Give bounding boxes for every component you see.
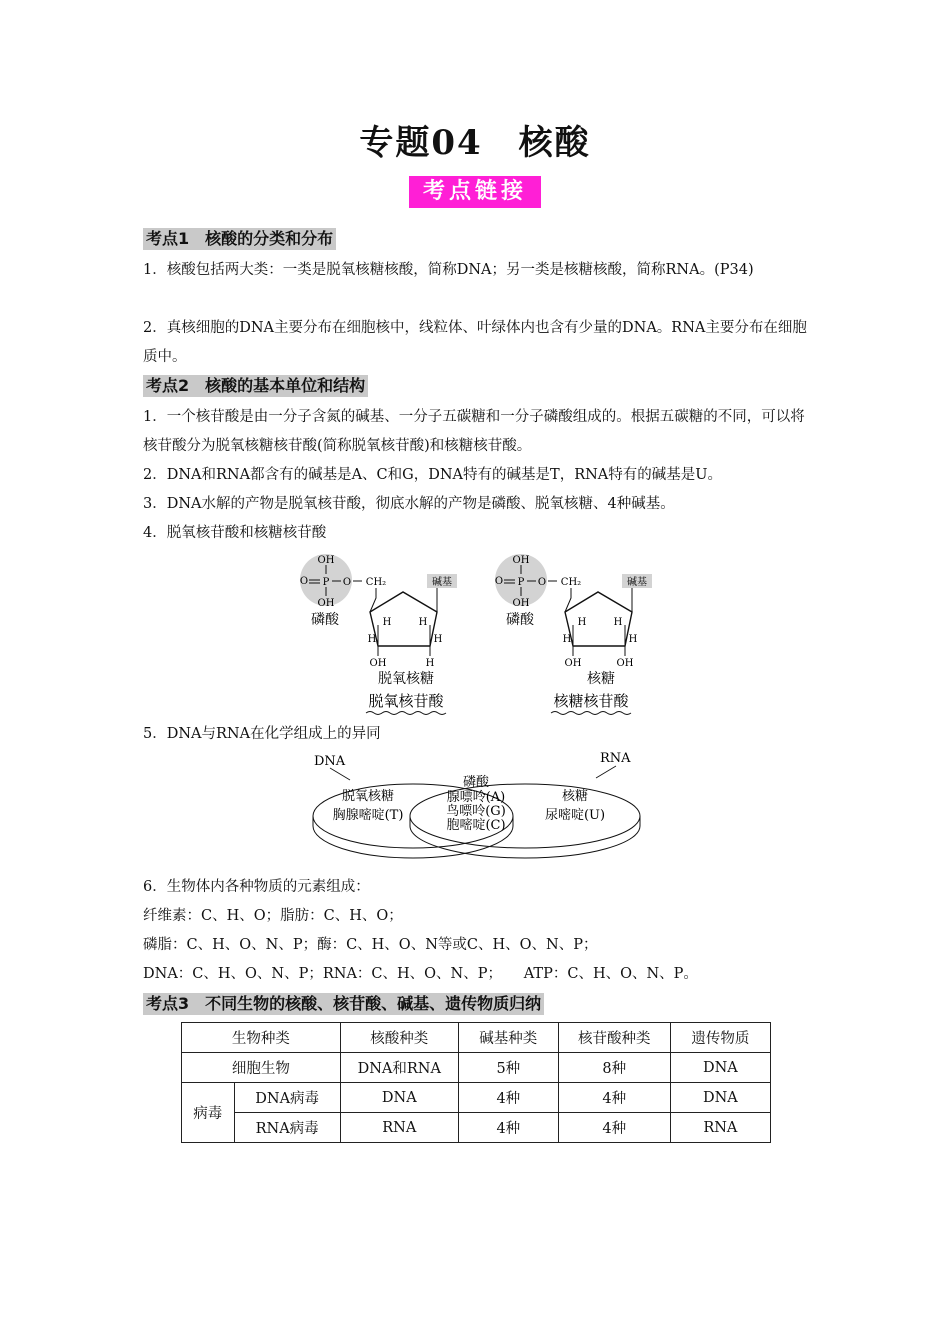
- phosphate-oh-bottom: OH: [317, 598, 335, 609]
- table-cell: 4种: [458, 1113, 558, 1143]
- page-title: 专题04 核酸: [359, 123, 591, 163]
- table-cell: 5种: [458, 1053, 558, 1083]
- phosphate-label: 磷酸: [506, 612, 534, 628]
- table-cell: DNA: [670, 1083, 770, 1113]
- table-header-row: [182, 1023, 771, 1053]
- paragraph-1-2: 2．真核细胞的DNA主要分布在细胞核中，线粒体、叶绿体内也含有少量的DNA。RNA主要分布在细胞质中。: [143, 320, 807, 365]
- venn-diagram: [300, 748, 650, 860]
- ch2-label: CH₂: [560, 577, 582, 588]
- table-header-cell: 核苷酸种类: [558, 1023, 670, 1053]
- table-cell: 4种: [558, 1083, 670, 1113]
- paragraph-2-1: 1．一个核苷酸是由一分子含氮的碱基、一分子五碳糖和一分子磷酸组成的。根据五碳糖的不同，可以将核苷酸分为脱氧核糖核苷酸(简称脱氧核苷酸)和核糖核苷酸。: [143, 409, 805, 454]
- deoxyribonucleotide-structure: [300, 554, 457, 715]
- sugar-h-2: H: [613, 617, 623, 628]
- sugar-h-4: H: [628, 634, 638, 645]
- shared-cytosine: 胞嘧啶(C): [446, 818, 506, 833]
- phosphate-o-left: O: [299, 576, 309, 587]
- table-header-cell: 碱基种类: [458, 1023, 558, 1053]
- phosphate-oh-bottom: OH: [512, 598, 530, 609]
- rna-ellipse: [410, 784, 640, 848]
- sugar-h-3: H: [562, 634, 572, 645]
- table-cell: 4种: [458, 1083, 558, 1113]
- nucleotide-label: 脱氧核苷酸: [368, 692, 444, 710]
- elements-line-1: 纤维素：C、H、O；脂肪：C、H、O；: [143, 908, 403, 924]
- virus-group-cell: 病毒: [182, 1083, 235, 1143]
- sugar-h-1: H: [577, 617, 587, 628]
- table-row: [182, 1053, 771, 1083]
- nucleotide-label: 核糖核苷酸: [553, 692, 629, 710]
- dna-only-thymine: 胸腺嘧啶(T): [332, 808, 404, 823]
- shared-adenine: 腺嘌呤(A): [446, 790, 506, 805]
- shared-phosphate: 磷酸: [462, 775, 490, 790]
- paragraph-2-4: 4．脱氧核苷酸和核糖核苷酸: [143, 525, 327, 541]
- paragraph-2-2: 2．DNA和RNA都含有的碱基是A、C和G，DNA特有的碱基是T，RNA特有的碱基是U。: [143, 467, 722, 483]
- section-badge: 考点链接: [409, 176, 541, 208]
- venn-dna-label: DNA: [314, 754, 346, 769]
- rna-only-sugar: 核糖: [561, 789, 589, 804]
- table-cell: RNA病毒: [234, 1113, 340, 1143]
- section-heading-3: 考点3 不同生物的核酸、核苷酸、碱基、遗传物质归纳: [143, 993, 544, 1015]
- rna-only-uracil: 尿嘧啶(U): [544, 808, 606, 823]
- base-label: 碱基: [432, 577, 452, 588]
- table-cell: DNA和RNA: [340, 1053, 458, 1083]
- summary-table: [181, 1022, 771, 1143]
- sugar-h-1: H: [382, 617, 392, 628]
- sugar-oh-2: OH: [616, 658, 634, 669]
- bridge-oxygen: O: [537, 577, 547, 588]
- paragraph-2-3: 3．DNA水解的产物是脱氧核苷酸，彻底水解的产物是磷酸、脱氧核糖、4种碱基。: [143, 496, 675, 512]
- table-header-cell: 生物种类: [182, 1023, 341, 1053]
- table-cell: DNA: [340, 1083, 458, 1113]
- ribonucleotide-structure: [495, 554, 652, 715]
- shared-guanine: 鸟嘌呤(G): [446, 804, 506, 819]
- paragraph-2-5: 5．DNA与RNA在化学组成上的异同: [143, 726, 381, 742]
- phosphate-o-left: O: [494, 576, 504, 587]
- base-label: 碱基: [627, 577, 647, 588]
- ch2-label: CH₂: [365, 577, 387, 588]
- table-cell: DNA: [670, 1053, 770, 1083]
- table-cell: RNA: [670, 1113, 770, 1143]
- sugar-h-3: H: [367, 634, 377, 645]
- table-header-cell: 遗传物质: [670, 1023, 770, 1053]
- table-cell: DNA病毒: [234, 1083, 340, 1113]
- sugar-h-4: H: [433, 634, 443, 645]
- sugar-oh: OH: [369, 658, 387, 669]
- dna-only-sugar: 脱氧核糖: [341, 789, 395, 804]
- sugar-label: 脱氧核糖: [378, 671, 434, 687]
- table-row: [182, 1083, 771, 1113]
- table-cell: 细胞生物: [182, 1053, 341, 1083]
- table-cell: 8种: [558, 1053, 670, 1083]
- sugar-h-bottom: H: [425, 658, 435, 669]
- table-header-cell: 核酸种类: [340, 1023, 458, 1053]
- bridge-oxygen: O: [342, 577, 352, 588]
- elements-intro: 6．生物体内各种物质的元素组成：: [143, 879, 370, 895]
- sugar-label: 核糖: [587, 671, 615, 687]
- phosphorus-p: P: [322, 577, 330, 588]
- section-heading-1: 考点1 核酸的分类和分布: [143, 228, 336, 250]
- sugar-h-2: H: [418, 617, 428, 628]
- venn-rna-label: RNA: [600, 751, 631, 766]
- sugar-oh-1: OH: [564, 658, 582, 669]
- elements-line-2: 磷脂：C、H、O、N、P；酶：C、H、O、N等或C、H、O、N、P；: [143, 937, 598, 953]
- phosphate-oh-top: OH: [512, 555, 530, 566]
- paragraph-1-1: 1．核酸包括两大类：一类是脱氧核糖核酸，简称DNA；另一类是核糖核酸，简称RNA。(P34): [143, 262, 754, 278]
- phosphate-oh-top: OH: [317, 555, 335, 566]
- section-heading-2: 考点2 核酸的基本单位和结构: [143, 375, 368, 397]
- table-cell: 4种: [558, 1113, 670, 1143]
- phosphate-label: 磷酸: [311, 612, 339, 628]
- elements-line-3: DNA：C、H、O、N、P；RNA：C、H、O、N、P； ATP：C、H、O、N、P。: [143, 966, 698, 982]
- phosphorus-p: P: [517, 577, 525, 588]
- nucleotide-diagram: [290, 550, 670, 720]
- table-cell: RNA: [340, 1113, 458, 1143]
- table-row: [182, 1113, 771, 1143]
